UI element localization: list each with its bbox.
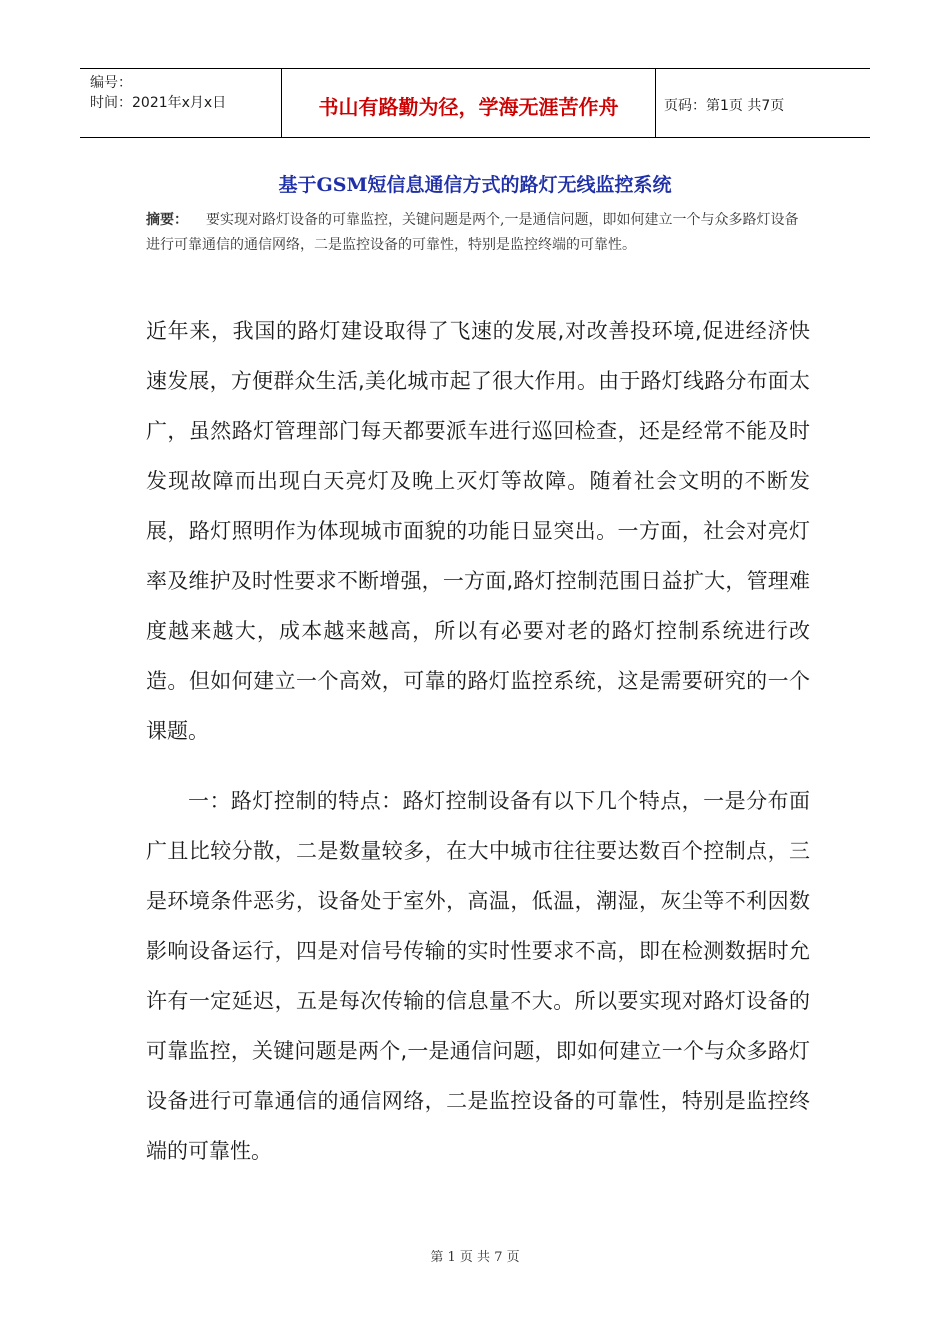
date-label: 时间：2021年x月x日: [90, 95, 227, 111]
header-meta-cell: [80, 69, 282, 137]
body-paragraph-1: 近年来，我国的路灯建设取得了飞速的发展,对改善投环境,促进经济快速发展，方便群众生活,美化城市起了很大作用。由于路灯线路分布面太广，虽然路灯管理部门每天都要派车进行巡回检查，还是经常不能及时发现故障而出现白天亮灯及晚上灭灯等故障。随着社会文明的不断发展，路灯照明作为体现城市面貌的功能日显突出。一方面，社会对亮灯率及维护及时性要求不断增强，一方面,路灯控制范围日益扩大，管理难度越来越大，成本越来越高，所以有必要对老的路灯控制系统进行改造。但如何建立一个高效，可靠的路灯监控系统，这是需要研究的一个课题。: [146, 319, 810, 743]
abstract: [146, 208, 810, 258]
header-page-info: 页码：第1页 共7页: [664, 98, 785, 114]
number-label: 编号：: [90, 75, 132, 91]
abstract-text: 要实现对路灯设备的可靠监控，关键问题是两个,一是通信问题，即如何建立一个与众多路灯设备进行可靠通信的通信网络，二是监控设备的可靠性，特别是监控终端的可靠性。: [146, 212, 799, 253]
document-title: 基于GSM短信息通信方式的路灯无线监控系统: [278, 174, 672, 196]
page-footer: 第 1 页 共 7 页: [430, 1250, 520, 1265]
header-table: [80, 68, 870, 138]
header-motto: 书山有路勤为径，学海无涯苦作舟: [282, 69, 656, 137]
body-paragraph-2: 一：路灯控制的特点：路灯控制设备有以下几个特点，一是分布面广且比较分散，二是数量较多，在大中城市往往要达数百个控制点，三是环境条件恶劣，设备处于室外，高温，低温，潮湿，灰尘等不利因数影响设备运行，四是对信号传输的实时性要求不高，即在检测数据时允许有一定延迟，五是每次传输的信息量不大。所以要实现对路灯设备的可靠监控，关键问题是两个,一是通信问题，即如何建立一个与众多路灯设备进行可靠通信的通信网络，二是监控设备的可靠性，特别是监控终端的可靠性。: [146, 789, 810, 1163]
abstract-label: 摘要：: [146, 212, 188, 228]
